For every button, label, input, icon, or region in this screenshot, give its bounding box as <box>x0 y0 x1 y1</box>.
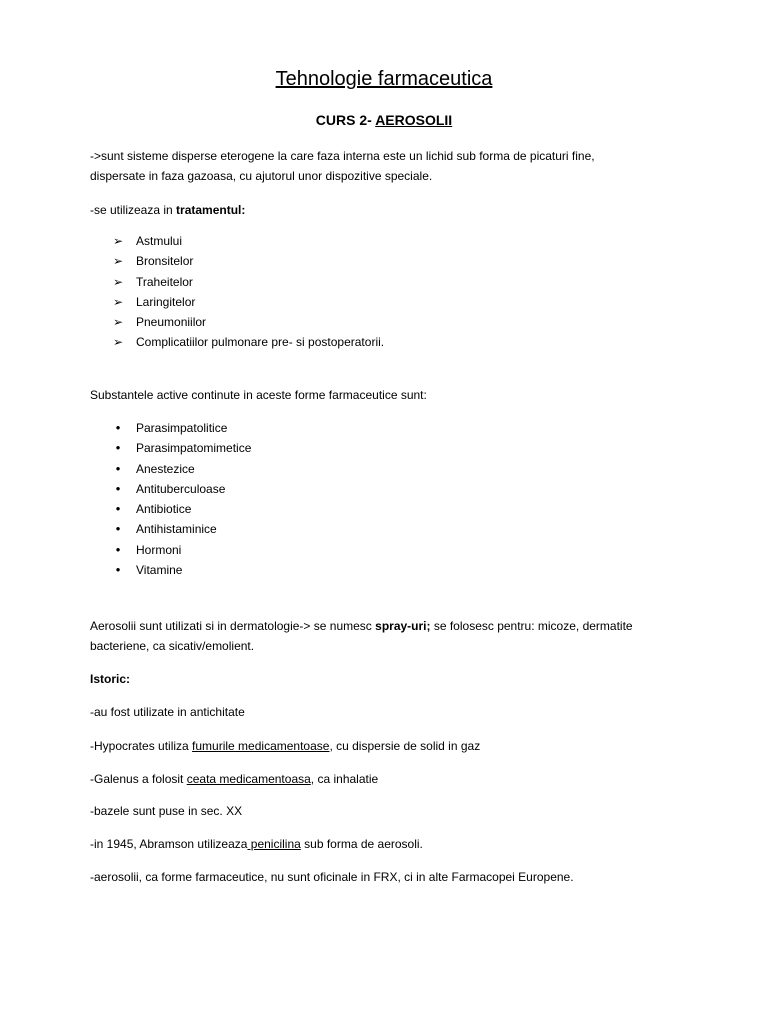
treatment-item-label: Pneumoniilor <box>136 315 207 330</box>
dermatology-line-2: bacteriene, ca sicativ/emolient. <box>90 639 255 653</box>
arrow-bullet-icon: ➢ <box>112 315 124 330</box>
substance-item-label: Antibiotice <box>136 502 192 517</box>
treatment-item <box>90 312 690 332</box>
history-item-4: -bazele sunt puse in sec. XX <box>90 804 243 818</box>
treatment-item <box>90 332 690 352</box>
arrow-bullet-icon: ➢ <box>112 274 124 289</box>
history-text: -Hypocrates utiliza <box>90 739 193 753</box>
history-text: , cu dispersie de solid in gaz <box>329 739 481 753</box>
arrow-bullet-icon: ➢ <box>112 234 124 248</box>
treatment-item <box>90 251 690 271</box>
substance-item-label: Parasimpatolitice <box>136 421 228 435</box>
history-underlined: penicilina <box>247 837 301 851</box>
dermatology-text-2: se folosesc pentru: micoze, dermatite <box>430 619 633 633</box>
treatment-item <box>90 231 690 251</box>
history-text: -Galenus a folosit <box>90 772 187 786</box>
dot-bullet-icon: • <box>115 501 121 517</box>
history-underlined: fumurile medicamentoase <box>192 739 330 753</box>
dot-bullet-icon: • <box>115 562 121 578</box>
course-subtitle <box>0 111 768 129</box>
treatment-intro <box>90 200 690 220</box>
history-underlined: ceata medicamentoasa <box>186 772 311 786</box>
treatment-item <box>90 272 690 292</box>
dot-bullet-icon: • <box>115 460 121 476</box>
dot-bullet-icon: • <box>115 420 121 435</box>
treatment-list <box>90 231 690 353</box>
dot-bullet-icon: • <box>115 440 121 456</box>
substance-item <box>90 519 690 539</box>
treatment-intro-bold: tratamentul: <box>176 203 246 217</box>
history-text: , ca inhalatie <box>310 772 379 786</box>
history-item-2 <box>90 736 690 756</box>
treatment-item-label: Bronsitelor <box>136 254 194 269</box>
treatment-item-label: Astmului <box>136 234 183 248</box>
definition-line-2: dispersate in faza gazoasa, cu ajutorul unor dispozitive speciale. <box>90 169 433 183</box>
substance-item-label: Hormoni <box>136 542 182 557</box>
dot-bullet-icon: • <box>115 480 121 496</box>
history-item-3 <box>90 769 690 789</box>
istoric-heading: Istoric: <box>90 672 131 686</box>
substance-item-label: Antihistaminice <box>136 522 217 537</box>
treatment-item <box>90 292 690 312</box>
treatment-item-label: Traheitelor <box>136 274 193 289</box>
substances-list <box>90 418 690 580</box>
substance-item-label: Vitamine <box>136 563 183 578</box>
treatment-item-label: Laringitelor <box>136 294 196 309</box>
dot-bullet-icon: • <box>115 541 121 557</box>
history-item-5 <box>90 834 690 854</box>
dermatology-line-1 <box>90 616 690 636</box>
subtitle-main: AEROSOLII <box>375 112 453 128</box>
definition-paragraph <box>90 146 690 186</box>
substance-item <box>90 560 690 580</box>
substance-item-label: Antituberculoase <box>136 481 226 496</box>
arrow-bullet-icon: ➢ <box>112 254 124 269</box>
history-text: -in 1945, Abramson utilizeaza <box>90 837 248 851</box>
definition-line-1: ->sunt sisteme disperse eterogene la care faza interna este un lichid sub forma de picaturi fine, <box>90 149 595 163</box>
substance-item <box>90 459 690 479</box>
substance-item <box>90 479 690 499</box>
dermatology-bold: spray-uri; <box>375 619 431 633</box>
dermatology-paragraph <box>90 616 690 656</box>
substance-item <box>90 418 690 438</box>
history-item-6: -aerosolii, ca forme farmaceutice, nu sunt oficinale in FRX, ci in alte Farmacopei Europene. <box>90 870 574 884</box>
document-title: Tehnologie farmaceutica <box>275 68 493 90</box>
dermatology-text: Aerosolii sunt utilizati si in dermatologie-> se numesc <box>90 619 376 633</box>
dot-bullet-icon: • <box>115 521 121 537</box>
subtitle-prefix: CURS 2- <box>315 112 376 128</box>
substances-intro: Substantele active continute in aceste forme farmaceutice sunt: <box>90 388 427 402</box>
arrow-bullet-icon: ➢ <box>112 335 124 350</box>
history-item-1: -au fost utilizate in antichitate <box>90 705 245 719</box>
substance-item-label: Parasimpatomimetice <box>136 441 252 456</box>
substance-item <box>90 540 690 560</box>
treatment-intro-text: -se utilizeaza in <box>90 203 177 217</box>
treatment-item-label: Complicatiilor pulmonare pre- si postoperatorii. <box>136 335 385 350</box>
substance-item-label: Anestezice <box>136 461 195 476</box>
arrow-bullet-icon: ➢ <box>112 294 124 309</box>
substance-item <box>90 438 690 458</box>
substance-item <box>90 499 690 519</box>
history-text: sub forma de aerosoli. <box>300 837 423 851</box>
